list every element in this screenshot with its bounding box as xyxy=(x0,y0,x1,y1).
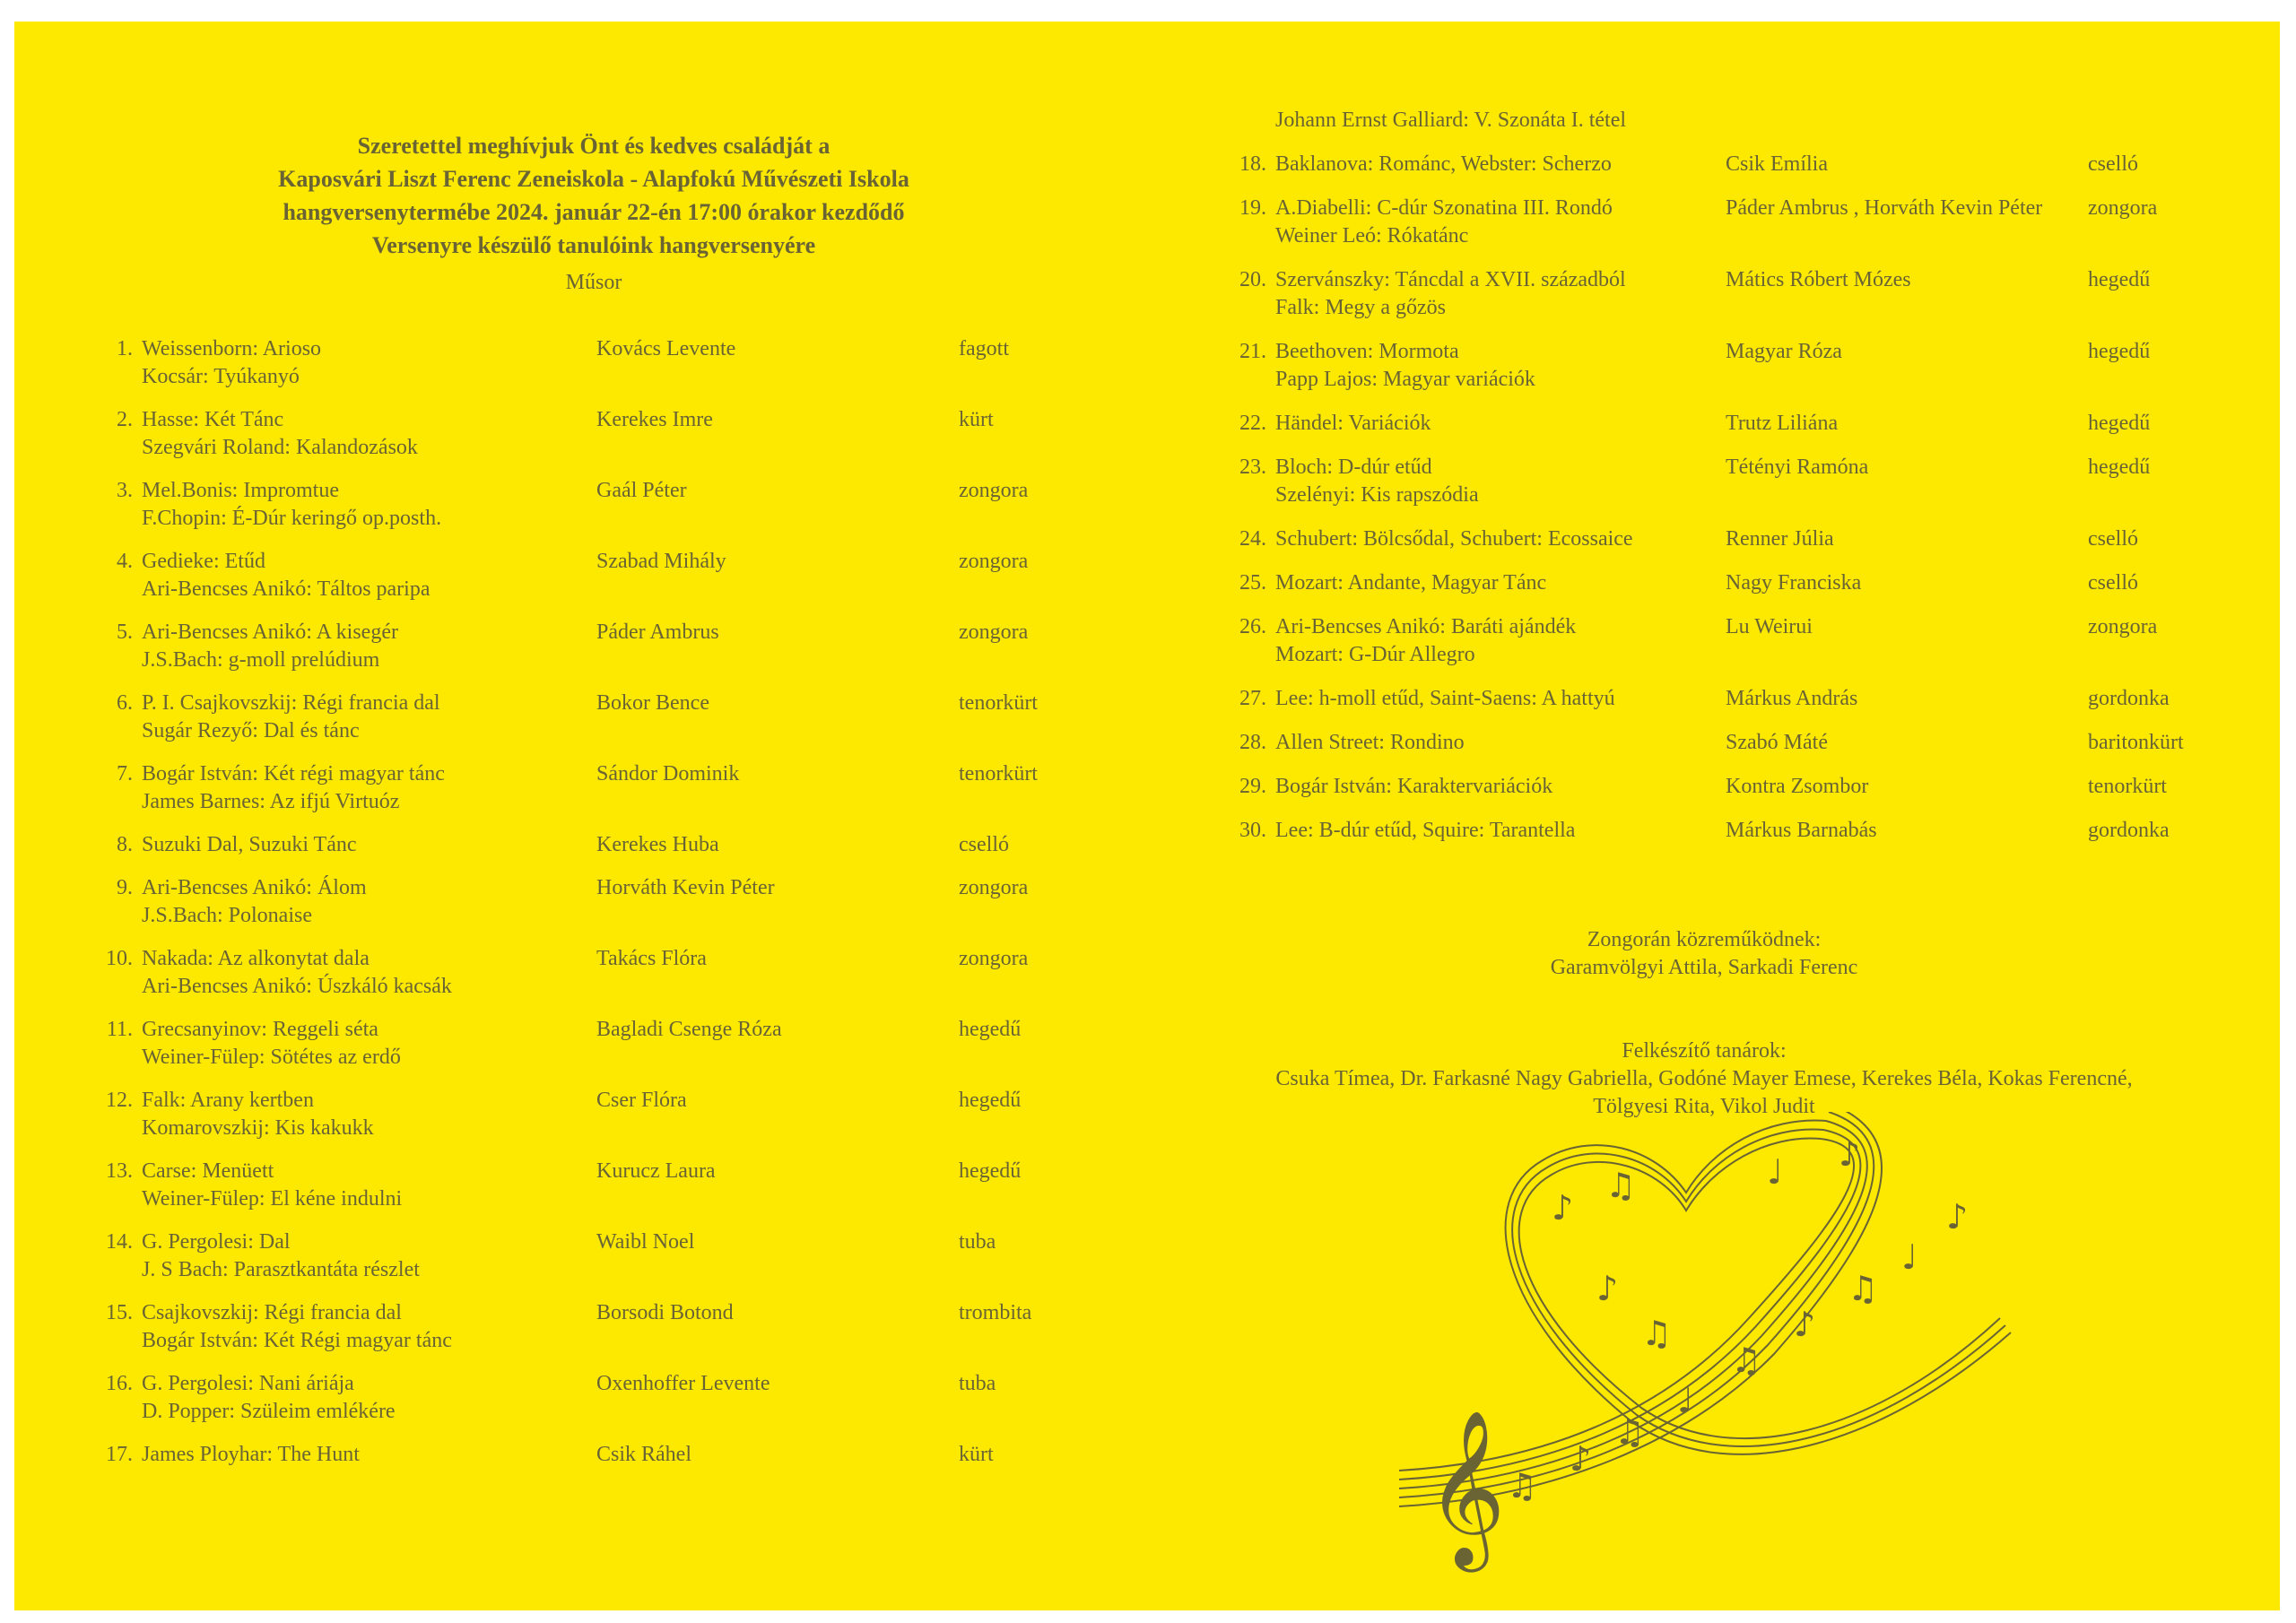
item-instrument: hegedű xyxy=(959,1159,1022,1183)
item-number: 13. xyxy=(106,1159,133,1183)
item-piece: Szelényi: Kis rapszódia xyxy=(1275,483,1479,507)
item-number: 25. xyxy=(1239,571,1266,595)
item-number: 26. xyxy=(1239,615,1266,638)
item-instrument: tenorkürt xyxy=(959,762,1038,785)
item-number: 1. xyxy=(117,337,133,360)
item-piece: Csajkovszkij: Régi francia dal xyxy=(142,1301,402,1324)
item-performer: Magyar Róza xyxy=(1726,340,1842,363)
item-instrument: zongora xyxy=(959,621,1029,644)
item-instrument: hegedű xyxy=(959,1018,1022,1041)
item-number: 18. xyxy=(1239,152,1266,176)
invitation-line-3: hangversenytermébe 2024. január 22-én 17:00 órakor kezdődő xyxy=(283,199,905,225)
item-piece: Kocsár: Tyúkanyó xyxy=(142,365,300,388)
program-list-left xyxy=(88,335,1146,1501)
accompanists-block xyxy=(1220,926,2188,982)
item-piece: Bogár István: Két Régi magyar tánc xyxy=(142,1329,452,1352)
item-number: 24. xyxy=(1239,527,1266,551)
item-piece: Ari-Bencses Anikó: Álom xyxy=(142,876,367,899)
program-list-right xyxy=(1222,107,2235,878)
item-performer: Kerekes Huba xyxy=(596,833,719,856)
item-piece: Komarovszkij: Kis kakukk xyxy=(142,1116,374,1140)
item-piece: J. S Bach: Parasztkantáta részlet xyxy=(142,1258,420,1281)
heart-music-staff-icon xyxy=(1372,1112,2063,1596)
item-piece: Mel.Bonis: Impromtue xyxy=(142,479,339,502)
item-instrument: hegedű xyxy=(2088,268,2151,291)
item-instrument: tuba xyxy=(959,1230,996,1254)
item-performer: Páder Ambrus xyxy=(596,621,719,644)
item-piece: Falk: Arany kertben xyxy=(142,1089,314,1112)
item-piece: Lee: B-dúr etűd, Squire: Tarantella xyxy=(1275,819,1576,842)
item-piece: James Barnes: Az ifjú Virtuóz xyxy=(142,790,400,813)
item-piece: Mozart: G-Dúr Allegro xyxy=(1275,643,1475,666)
item-performer: Mátics Róbert Mózes xyxy=(1726,268,1911,291)
item-piece: James Ployhar: The Hunt xyxy=(142,1443,360,1466)
item-piece: Bogár István: Két régi magyar tánc xyxy=(142,762,445,785)
item-instrument: kürt xyxy=(959,408,994,431)
invitation-line-2: Kaposvári Liszt Ferenc Zeneiskola - Alapfokú Művészeti Iskola xyxy=(278,166,909,192)
program-title: Műsor xyxy=(565,271,622,294)
item-piece: Mozart: Andante, Magyar Tánc xyxy=(1275,571,1547,595)
svg-text:♫: ♫ xyxy=(1641,1314,1673,1353)
item-number: 10. xyxy=(106,947,133,970)
item-number: 9. xyxy=(117,876,133,899)
item-piece: Lee: h-moll etűd, Saint-Saens: A hattyú xyxy=(1275,687,1615,710)
item-instrument: zongora xyxy=(2088,196,2158,220)
item-piece: Falk: Megy a gőzös xyxy=(1275,296,1446,319)
item-performer: Szabad Mihály xyxy=(596,550,726,573)
svg-text:♪: ♪ xyxy=(1552,1188,1574,1228)
item-number: 5. xyxy=(117,621,133,644)
accompanists-names: Garamvölgyi Attila, Sarkadi Ferenc xyxy=(1550,956,1858,979)
item-piece: Johann Ernst Galliard: V. Szonáta I. tétel xyxy=(1275,108,1627,132)
svg-text:♫: ♫ xyxy=(1605,1166,1637,1205)
item-performer: Trutz Liliána xyxy=(1726,412,1839,435)
item-number: 4. xyxy=(117,550,133,573)
item-instrument: zongora xyxy=(959,479,1029,502)
item-performer: Lu Weirui xyxy=(1726,615,1813,638)
teachers-block xyxy=(1220,1037,2188,1121)
item-performer: Cser Flóra xyxy=(596,1089,687,1112)
item-piece: Papp Lajos: Magyar variációk xyxy=(1275,368,1535,391)
svg-text:♪: ♪ xyxy=(1946,1197,1969,1237)
item-piece: P. I. Csajkovszkij: Régi francia dal xyxy=(142,691,440,715)
item-performer: Bagladi Csenge Róza xyxy=(596,1018,782,1041)
item-piece: Bloch: D-dúr etűd xyxy=(1275,456,1432,479)
item-piece: Bogár István: Karaktervariációk xyxy=(1275,775,1553,798)
item-piece: Carse: Menüett xyxy=(142,1159,274,1183)
svg-text:𝄞: 𝄞 xyxy=(1426,1410,1506,1566)
item-instrument: gordonka xyxy=(2088,819,2170,842)
item-performer: Szabó Máté xyxy=(1726,731,1828,754)
item-performer: Kovács Levente xyxy=(596,337,736,360)
item-instrument: hegedű xyxy=(959,1089,1022,1112)
item-number: 15. xyxy=(106,1301,133,1324)
item-performer: Oxenhoffer Levente xyxy=(596,1372,770,1395)
item-piece: F.Chopin: É-Dúr keringő op.posth. xyxy=(142,507,442,530)
svg-text:♫: ♫ xyxy=(1614,1412,1646,1452)
item-piece: Ari-Bencses Anikó: Úszkáló kacsák xyxy=(142,975,452,998)
svg-text:♪: ♪ xyxy=(1839,1134,1861,1174)
item-instrument: hegedű xyxy=(2088,340,2151,363)
item-instrument: tenorkürt xyxy=(2088,775,2167,798)
item-number: 19. xyxy=(1239,196,1266,220)
item-piece: Ari-Bencses Anikó: Baráti ajándék xyxy=(1275,615,1577,638)
svg-text:♩: ♩ xyxy=(1901,1237,1918,1277)
item-piece: Grecsanyinov: Reggeli séta xyxy=(142,1018,378,1041)
item-performer: Borsodi Botond xyxy=(596,1301,734,1324)
item-number: 29. xyxy=(1239,775,1266,798)
item-performer: Gaál Péter xyxy=(596,479,687,502)
item-performer: Tétényi Ramóna xyxy=(1726,456,1869,479)
item-instrument: zongora xyxy=(2088,615,2158,638)
item-number: 21. xyxy=(1239,340,1266,363)
item-instrument: cselló xyxy=(2088,571,2138,595)
item-performer: Márkus Barnabás xyxy=(1726,819,1877,842)
item-instrument: hegedű xyxy=(2088,412,2151,435)
accompanists-label: Zongorán közreműködnek: xyxy=(1587,928,1822,951)
svg-text:♪: ♪ xyxy=(1596,1269,1619,1308)
item-performer: Márkus András xyxy=(1726,687,1858,710)
item-piece: Szervánszky: Táncdal a XVII. századból xyxy=(1275,268,1626,291)
item-piece: J.S.Bach: Polonaise xyxy=(142,904,312,927)
item-piece: Händel: Variációk xyxy=(1275,412,1431,435)
item-number: 11. xyxy=(106,1018,133,1041)
item-piece: Sugár Rezyő: Dal és tánc xyxy=(142,719,360,742)
item-piece: Allen Street: Rondino xyxy=(1275,731,1465,754)
svg-text:♪: ♪ xyxy=(1570,1439,1592,1479)
item-piece: G. Pergolesi: Dal xyxy=(142,1230,291,1254)
item-instrument: tenorkürt xyxy=(959,691,1038,715)
item-performer: Horváth Kevin Péter xyxy=(596,876,775,899)
item-instrument: baritonkürt xyxy=(2088,731,2184,754)
item-piece: D. Popper: Szüleim emlékére xyxy=(142,1400,396,1423)
item-piece: Weiner-Fülep: El kéne indulni xyxy=(142,1187,403,1211)
item-performer: Páder Ambrus , Horváth Kevin Péter xyxy=(1726,196,2043,220)
svg-text:♩: ♩ xyxy=(1767,1152,1783,1192)
svg-text:♫: ♫ xyxy=(1731,1341,1762,1380)
item-performer: Nagy Franciska xyxy=(1726,571,1862,595)
item-number: 17. xyxy=(106,1443,133,1466)
item-number: 3. xyxy=(117,479,133,502)
teachers-line-1: Csuka Tímea, Dr. Farkasné Nagy Gabriella, Godóné Mayer Emese, Kerekes Béla, Kokas Ferencné, xyxy=(1275,1067,2133,1090)
item-performer: Waibl Noel xyxy=(596,1230,695,1254)
item-number: 6. xyxy=(117,691,133,715)
item-number: 12. xyxy=(106,1089,133,1112)
item-piece: Ari-Bencses Anikó: Táltos paripa xyxy=(142,577,430,601)
item-performer: Kerekes Imre xyxy=(596,408,713,431)
item-number: 27. xyxy=(1239,687,1266,710)
item-instrument: zongora xyxy=(959,876,1029,899)
item-instrument: fagott xyxy=(959,337,1009,360)
item-number: 2. xyxy=(117,408,133,431)
item-instrument: gordonka xyxy=(2088,687,2170,710)
item-performer: Takács Flóra xyxy=(596,947,707,970)
item-number: 28. xyxy=(1239,731,1266,754)
item-number: 7. xyxy=(117,762,133,785)
item-piece: Baklanova: Románc, Webster: Scherzo xyxy=(1275,152,1612,176)
svg-text:♫: ♫ xyxy=(1507,1466,1538,1506)
item-number: 16. xyxy=(106,1372,133,1395)
svg-text:♩: ♩ xyxy=(1677,1381,1693,1420)
item-piece: Ari-Bencses Anikó: A kisegér xyxy=(142,621,398,644)
item-instrument: kürt xyxy=(959,1443,994,1466)
item-performer: Kontra Zsombor xyxy=(1726,775,1869,798)
item-piece: Beethoven: Mormota xyxy=(1275,340,1459,363)
item-instrument: zongora xyxy=(959,550,1029,573)
svg-text:♫: ♫ xyxy=(1848,1269,1879,1308)
item-instrument: zongora xyxy=(959,947,1029,970)
item-piece: J.S.Bach: g-moll prelúdium xyxy=(142,648,380,672)
item-number: 8. xyxy=(117,833,133,856)
item-performer: Csik Emília xyxy=(1726,152,1828,176)
item-performer: Renner Júlia xyxy=(1726,527,1834,551)
item-instrument: trombita xyxy=(959,1301,1032,1324)
item-piece: Hasse: Két Tánc xyxy=(142,408,284,431)
item-number: 22. xyxy=(1239,412,1266,435)
item-performer: Sándor Dominik xyxy=(596,762,740,785)
item-piece: Weissenborn: Arioso xyxy=(142,337,322,360)
item-instrument: cselló xyxy=(2088,152,2138,176)
item-piece: Schubert: Bölcsődal, Schubert: Ecossaice xyxy=(1275,527,1633,551)
item-number: 30. xyxy=(1239,819,1266,842)
item-number: 14. xyxy=(106,1230,133,1254)
item-piece: Gedieke: Etűd xyxy=(142,550,265,573)
item-piece: G. Pergolesi: Nani áriája xyxy=(142,1372,354,1395)
item-instrument: tuba xyxy=(959,1372,996,1395)
teachers-label: Felkészítő tanárok: xyxy=(1622,1039,1787,1063)
item-piece: Szegvári Roland: Kalandozások xyxy=(142,436,418,459)
item-performer: Bokor Bence xyxy=(596,691,709,715)
invitation-line-4: Versenyre készülő tanulóink hangversenyére xyxy=(371,232,816,258)
item-instrument: cselló xyxy=(2088,527,2138,551)
item-instrument: cselló xyxy=(959,833,1009,856)
invitation-heading xyxy=(136,129,1051,262)
teachers-line-2: Tölgyesi Rita, Vikol Judit xyxy=(1593,1095,1815,1118)
item-piece: Nakada: Az alkonytat dala xyxy=(142,947,370,970)
item-performer: Csik Ráhel xyxy=(596,1443,691,1466)
item-piece: A.Diabelli: C-dúr Szonatina III. Rondó xyxy=(1275,196,1613,220)
item-piece: Suzuki Dal, Suzuki Tánc xyxy=(142,833,357,856)
item-performer: Kurucz Laura xyxy=(596,1159,716,1183)
item-number: 23. xyxy=(1239,456,1266,479)
svg-text:♪: ♪ xyxy=(1794,1305,1816,1344)
item-piece: Weiner-Fülep: Sötétes az erdő xyxy=(142,1046,401,1069)
item-instrument: hegedű xyxy=(2088,456,2151,479)
item-piece: Weiner Leó: Rókatánc xyxy=(1275,224,1469,247)
item-number: 20. xyxy=(1239,268,1266,291)
invitation-line-1: Szeretettel meghívjuk Önt és kedves családját a xyxy=(357,133,831,159)
